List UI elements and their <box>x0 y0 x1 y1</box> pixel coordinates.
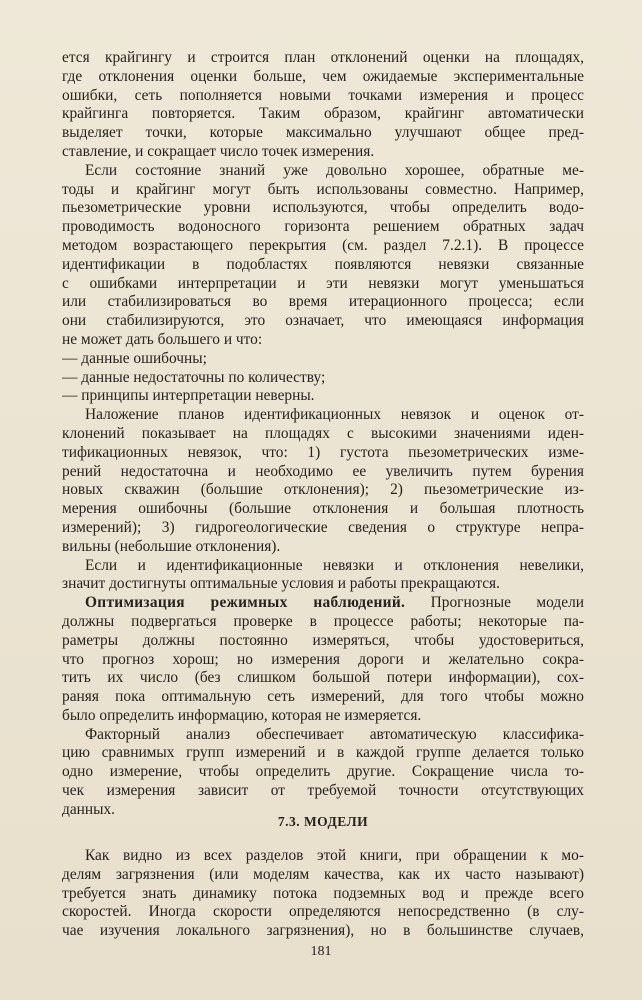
text-line: цию сравнимых групп измерений и в каждой группе делается только <box>62 744 584 762</box>
run-in-heading: Оптимизация режимных наблюдений. <box>85 594 406 612</box>
text-line: раняя пока оптимальную сеть измерений, для того чтобы можно <box>62 688 584 706</box>
list-item: — данные недостаточны по количеству; <box>62 368 326 386</box>
paragraph-first-line: Если и идентификационные невязки и отклонения невелики, <box>85 556 584 574</box>
text-line: чае изучения локального загрязнения), но в большинстве случаев, <box>62 922 584 940</box>
text-line: тить их число (без слишком большой потери информации), сох- <box>62 669 584 687</box>
paragraph-first-line <box>62 594 584 613</box>
text-line: данных. <box>62 800 116 818</box>
paragraph-first-line: Если состояние знаний уже довольно хорошее, обратные ме- <box>85 161 584 179</box>
paragraph-first-line: Как видно из всех разделов этой книги, при обращении к мо- <box>85 847 584 864</box>
text-line: или стабилизироваться во время итерационного процесса; если <box>62 293 584 311</box>
text-line: делям загрязнения (или моделям качества, как их часто называют) <box>62 865 584 883</box>
text-line: было определить информацию, которая не измеряется. <box>62 706 422 724</box>
text-line: должны подвергаться проверке в процессе работы; некоторые па- <box>62 612 584 630</box>
text-line: рений недостаточна и необходимо ее увеличить путем бурения <box>62 462 584 480</box>
text-line: крайгинга повторяется. Таким образом, крайгинг автоматически <box>62 105 584 123</box>
text-line: клонений показывает на площадях с высокими значениями иден- <box>62 424 584 442</box>
text-run: Прогнозные модели <box>405 594 584 612</box>
text-line: что прогноз хорош; но измерения дороги и желательно сокра- <box>62 650 584 668</box>
text-line: тоды и крайгинг могут быть использованы совместно. Например, <box>62 180 584 198</box>
text-line: тификационных невязок, что: 1) густота пьезометрических изме- <box>62 443 584 461</box>
list-item: — принципы интерпретации неверны. <box>62 387 315 405</box>
body-text-continued <box>62 847 584 941</box>
text-line: выделяет точки, которые максимально улучшают общее пред- <box>62 124 584 142</box>
text-line: методом возрастающего перекрытия (см. раздел 7.2.1). В процессе <box>62 236 584 254</box>
text-line: новых скважин (большие отклонения); 2) пьезометрические из- <box>62 481 584 499</box>
text-line: раметры должны постоянно измеряться, чтобы удостовериться, <box>62 631 584 649</box>
paragraph-first-line: Наложение планов идентификационных невязок и оценок от- <box>85 406 584 424</box>
text-line: они стабилизируются, это означает, что имеющаяся информация <box>62 312 584 330</box>
text-line: пьезометрические уровни используются, чтобы определить водо- <box>62 199 584 217</box>
text-line: ставление, и сокращает число точек измерения. <box>62 142 375 160</box>
page-number: 181 <box>310 944 332 959</box>
text-line: вильны (небольшие отклонения). <box>62 537 281 555</box>
body-text <box>62 49 584 820</box>
text-line: с ошибками интерпретации и эти невязки могут уменьшаться <box>62 274 584 292</box>
section-heading: 7.3. МОДЕЛИ <box>277 814 369 829</box>
text-line: проводимость водоносного горизонта решением обратных задач <box>62 218 584 236</box>
text-line: значит достигнуты оптимальные условия и работы прекращаются. <box>62 575 500 593</box>
paragraph-first-line: Факторный анализ обеспечивает автоматическую классифика- <box>85 725 584 743</box>
text-line: измерений); 3) гидрогеологические сведения о структуре непра- <box>62 518 584 536</box>
text-line: ошибки, сеть пополняется новыми точками измерения и процесс <box>62 86 584 104</box>
text-line: требуется знать динамику потока подземных вод и прежде всего <box>62 884 584 902</box>
text-line: одно измерение, чтобы определить другие. Сокращение числа то- <box>62 763 584 781</box>
list-item: — данные ошибочны; <box>62 349 207 367</box>
text-line: скоростей. Иногда скорости определяются непосредственно (в слу- <box>62 903 584 921</box>
text-line: где отклонения оценки больше, чем ожидаемые экспериментальные <box>62 67 584 85</box>
text-line: мерения ошибочны (большие отклонения и большая плотность <box>62 500 584 518</box>
text-line: не может дать большего и что: <box>62 330 263 348</box>
text-line: ется крайгингу и строится план отклонений оценки на площадях, <box>62 49 584 66</box>
text-line: чек измерения зависит от требуемой точности отсутствующих <box>62 782 584 800</box>
text-line: идентификации в подобластях появляются невязки связанные <box>62 255 584 273</box>
